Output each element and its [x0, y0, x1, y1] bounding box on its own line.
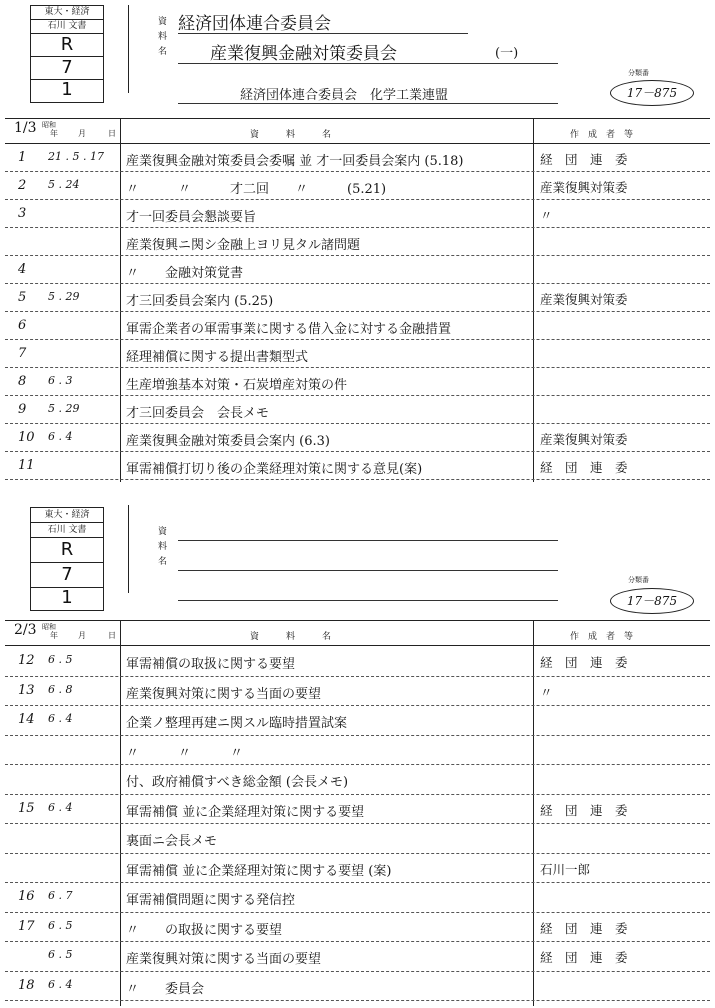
row-number: 14 [18, 712, 35, 727]
row-number: 3 [18, 206, 27, 221]
row-author: 経 団 連 委 [540, 802, 628, 818]
row-rule [5, 735, 710, 736]
row-number: 12 [18, 653, 35, 668]
row-rule [5, 171, 710, 172]
label2-shiryo: 資 [158, 527, 168, 537]
row-number: 15 [18, 800, 35, 816]
row-rule [5, 1000, 710, 1001]
row-rule [5, 971, 710, 972]
row-number: 18 [18, 977, 35, 993]
row-date: 6 . 5 [48, 918, 73, 932]
stamp-r: R [31, 34, 103, 57]
row-rule [5, 882, 710, 883]
row-number: 10 [18, 430, 35, 445]
row-author: 〃 [540, 208, 553, 223]
row-title: 軍需補償 並に企業経理対策に関する要望 [126, 804, 365, 820]
row-title: 産業復興ニ関シ金融上ヨリ見タル諸問題 [126, 238, 361, 253]
col-author: 作 成 者 等 [570, 130, 634, 140]
stamp2-r: R [31, 538, 103, 563]
row-title: 産業復興対策に関する当面の要望 [126, 686, 322, 702]
col2-nen: 年 [50, 631, 58, 640]
row-date: 6 . 3 [48, 374, 73, 387]
class2-number: 17－875 [610, 588, 694, 614]
committee-name: 産業復興金融対策委員会 [210, 44, 397, 64]
row-title: 〃 〃 〃 [126, 745, 244, 761]
row-title: 生産増強基本対策・石炭増産対策の件 [126, 378, 348, 393]
row-author: 経 団 連 委 [540, 460, 628, 475]
row-rule [5, 823, 710, 824]
row-title: 〃 金融対策覚書 [126, 266, 244, 281]
col-title: 資 料 名 [250, 130, 332, 140]
row-rule [5, 912, 710, 913]
row-title: 経理補償に関する提出書類型式 [126, 350, 309, 365]
row-title: 軍需補償問題に関する発信控 [126, 893, 296, 908]
col2-showa: 昭和 [42, 623, 56, 631]
col-hi: 日 [108, 129, 116, 138]
stamp2-7: 7 [31, 563, 103, 588]
page-number-2: 2/3 [14, 622, 37, 638]
row-title: 〃 〃 才二回 〃 (5.21) [126, 182, 387, 197]
row-rule [5, 479, 710, 480]
row-date: 6 . 5 [48, 948, 73, 961]
row-date: 6 . 4 [48, 800, 73, 814]
row-date: 6 . 5 [48, 653, 73, 666]
label2-mei: 名 [158, 557, 168, 567]
archive-stamp [30, 5, 104, 103]
row-title: 軍需補償打切り後の企業経理対策に関する意見(案) [126, 462, 423, 477]
row-rule [5, 227, 710, 228]
row-rule [5, 199, 710, 200]
row-author: 経 団 連 委 [540, 152, 628, 167]
archive-stamp-2 [30, 507, 104, 611]
row-title: 裏面ニ会長メモ [126, 834, 218, 849]
row-number: 6 [18, 318, 27, 333]
row-number: 7 [18, 346, 27, 361]
row-author: 〃 [540, 684, 553, 700]
col-showa: 昭和 [42, 121, 56, 129]
stamp-1: 1 [61, 79, 73, 100]
row-author: 産業復興対策委 [540, 432, 628, 447]
part-label: (一) [495, 46, 519, 61]
row-author: 経 団 連 委 [540, 920, 628, 936]
page-number-1: 1/3 [14, 120, 37, 136]
row-number: 13 [18, 682, 35, 698]
row-author: 石川一郎 [540, 861, 591, 877]
row-date: 21 . 5 . 17 [48, 150, 104, 163]
row-date: 6 . 4 [48, 430, 73, 443]
row-title: 軍需補償 並に企業経理対策に関する要望 (案) [126, 863, 392, 879]
col2-tsuki: 月 [78, 631, 86, 640]
stamp2-line2: 石川 文書 [31, 523, 103, 538]
row-title: 付、政府補償すべき総金額 (会長メモ) [126, 775, 349, 790]
row-rule [5, 311, 710, 312]
col-nen: 年 [50, 129, 58, 138]
row-rule [5, 395, 710, 396]
col2-hi: 日 [108, 631, 116, 640]
row-author: 経 団 連 委 [540, 655, 628, 670]
row-title: 〃 委員会 [126, 981, 205, 997]
label-shiryo: 資 [158, 17, 168, 27]
row-rule [5, 451, 710, 452]
row-title: 〃 の取扱に関する要望 [126, 922, 283, 938]
row-rule [5, 339, 710, 340]
label2-ryo: 料 [158, 542, 168, 552]
row-title: 才三回委員会案内 (5.25) [126, 294, 274, 309]
org-name: 経済団体連合委員会 [178, 14, 331, 34]
row-rule [5, 853, 710, 854]
label-ryo: 料 [158, 32, 168, 42]
row-author: 経 団 連 委 [540, 950, 628, 965]
row-date: 6 . 4 [48, 712, 73, 725]
row-number: 5 [18, 290, 27, 305]
row-title: 才一回委員会懇談要旨 [126, 210, 257, 225]
label-mei: 名 [158, 47, 168, 57]
col-tsuki: 月 [78, 129, 86, 138]
subtitle: 経済団体連合委員会 化学工業連盟 [240, 88, 449, 103]
row-number: 4 [18, 262, 27, 277]
row-rule [5, 255, 710, 256]
col2-title: 資 料 名 [250, 632, 332, 642]
stamp2-1: 1 [61, 587, 73, 608]
row-title: 企業ノ整理再建ニ関スル臨時措置試案 [126, 716, 348, 731]
row-number: 16 [18, 889, 35, 904]
row-title: 産業復興対策に関する当面の要望 [126, 952, 322, 967]
row-date: 6 . 4 [48, 977, 73, 991]
stamp-line1: 東大・経済 [31, 6, 103, 20]
row-rule [5, 764, 710, 765]
row-author: 産業復興対策委 [540, 292, 628, 307]
row-rule [5, 367, 710, 368]
row-rule [5, 676, 710, 677]
row-date: 6 . 8 [48, 682, 73, 696]
row-title: 軍需補償の取扱に関する要望 [126, 657, 296, 672]
row-title: 才三回委員会 会長メモ [126, 406, 270, 421]
row-number: 17 [18, 918, 35, 934]
row-number: 1 [18, 150, 27, 165]
row-number: 9 [18, 402, 27, 417]
row-title: 産業復興金融対策委員会委嘱 並 才一回委員会案内 (5.18) [126, 154, 464, 169]
class-number: 17－875 [610, 80, 694, 106]
class-label: 分類番 [628, 69, 649, 77]
row-title: 産業復興金融対策委員会案内 (6.3) [126, 434, 330, 449]
row-number: 8 [18, 374, 27, 389]
row-rule [5, 794, 710, 795]
class2-label: 分類番 [628, 576, 649, 584]
row-rule [5, 705, 710, 706]
row-title: 軍需企業者の軍需事業に関する借入金に対する金融措置 [126, 322, 452, 337]
stamp-line2: 石川 文書 [31, 20, 103, 34]
col2-author: 作 成 者 等 [570, 632, 634, 642]
stamp2-line1: 東大・経済 [31, 508, 103, 523]
row-date: 6 . 7 [48, 889, 73, 902]
row-number: 11 [18, 458, 35, 473]
row-date: 5 . 29 [48, 402, 80, 415]
row-date: 5 . 29 [48, 290, 80, 303]
row-rule [5, 283, 710, 284]
row-rule [5, 423, 710, 424]
stamp-7: 7 [31, 57, 103, 80]
row-number: 2 [18, 178, 27, 193]
row-rule [5, 941, 710, 942]
row-author: 産業復興対策委 [540, 180, 628, 195]
row-date: 5 . 24 [48, 178, 80, 191]
